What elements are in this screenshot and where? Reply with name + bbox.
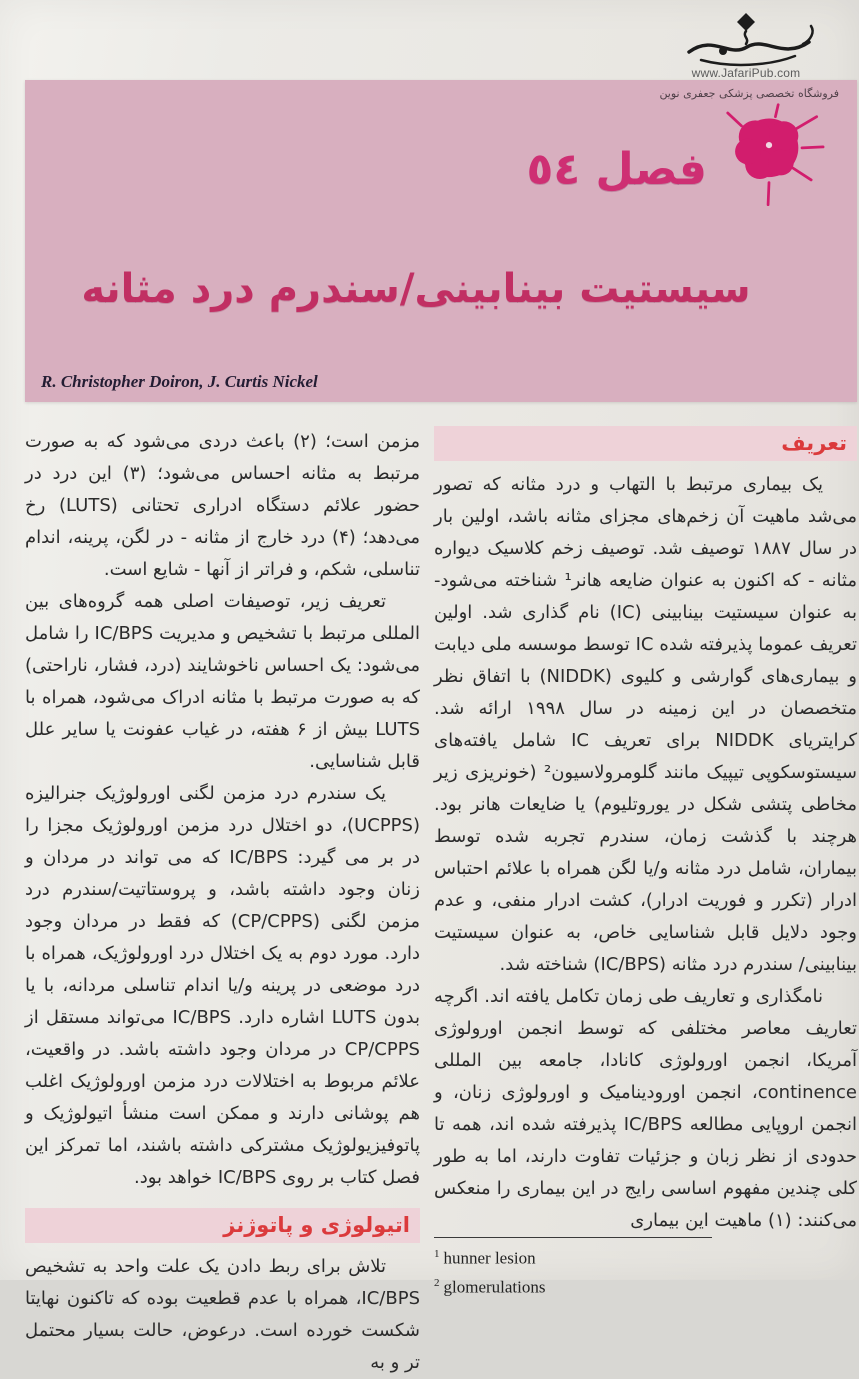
splatter-highlight-dot: [766, 142, 772, 148]
footnote: [434, 1242, 712, 1271]
paragraph: مزمن است؛ (۲) باعث دردی می‌شود که به صورت مرتبط به مثانه احساس می‌شود؛ (۳) این درد در حضور علائم دستگاه ادراری تحتانی (LUTS) رخ می‌دهد؛ (۴) درد خارج از مثانه - در لگن، پرینه، اندام تناسلی، شکم، و فراتر از آنها - شایع است.: [25, 431, 420, 580]
paragraph: یک سندرم درد مزمن لگنی اورولوژیک جنرالیزه (UCPPS)، دو اختلال درد مزمن اورولوژیک مجزا را در بر می گیرد: IC/BPS که می تواند در مردان و زنان وجود داشته باشد، و پروستاتیت/سندرم درد مزمن لگنی (CP/CPPS) که فقط در مردان وجود دارد. مورد دوم به یک اختلال درد اورولوژیک، همراه با درد موضعی در پرینه و/یا اندام تناسلی مردانه، با یا بدون LUTS اشاره دارد. IC/BPS می‌تواند مستقل از CP/CPPS در مردان وجود داشته باشد. در واقعیت، علائم مربوط به اختلالات درد مزمن اورولوژیک اغلب هم پوشانی دارند و ممکن است منشأ اتیولوژیک و پاتوفیزیولوژیک مشترکی داشته باشند، اما تمرکز این فصل کتاب بر روی IC/BPS خواهد بود.: [25, 783, 421, 1188]
footnote-marker: 2: [434, 1276, 440, 1289]
column-right: [434, 426, 858, 1297]
ink-splatter-icon: [713, 102, 825, 212]
footnote: [434, 1271, 712, 1300]
paragraph: تلاش برای ربط دادن یک علت واحد به تشخیص IC/BPS، همراه با عدم قطعیت بوده که تاکنون نهایتا شکست خورده است. درعوض، حالت بسیار محتمل تر و به: [25, 1256, 420, 1373]
publisher-logo-block: [661, 10, 831, 80]
paragraph: نامگذاری و تعاریف طی زمان تکامل یافته اند. اگرچه تعاریف معاصر مختلفی که توسط انجمن اورولوژی آمریکا، انجمن اورولوژی کانادا، جامعه بین المللی continence، انجمن اورودینامیک و اورولوژی زنان، و انجمن اروپایی مطالعه IC/BPS پذیرفته شده اند، همه تا حدودی از نظر زبان و جزئیات تفاوت دارند، اما به طور کلی چندین مفهوم اساسی رایج در این بیماری را منعکس می‌کنند: (۱) ماهیت این بیماری: [434, 986, 857, 1231]
chapter-number-label: فصل ٥٤: [526, 144, 707, 195]
body-columns: [25, 426, 858, 1373]
section-heading-etiology: اتیولوژی و پاتوژنز: [25, 1208, 420, 1243]
chapter-banner: [25, 80, 857, 402]
section-heading-definition: تعریف: [434, 426, 857, 461]
paragraph: تعریف زیر، توصیفات اصلی همه گروه‌های بین المللی مرتبط با تشخیص و مدیریت IC/BPS را شامل می‌شود: یک احساس ناخوشایند (درد، فشار، ناراحتی) که به صورت مرتبط با مثانه ادراک می‌شود، همراه با LUTS بیش از ۶ هفته، در غیاب عفونت یا سایر علل قابل شناسایی.: [25, 591, 421, 772]
jafari-calligraphy-logo: [671, 10, 821, 68]
footnote-text: glomerulations: [443, 1277, 546, 1297]
publisher-store-name: فروشگاه تخصصی پزشکی جعفری نوین: [659, 87, 839, 100]
column-left: [25, 426, 421, 1373]
chapter-authors: R. Christopher Doiron, J. Curtis Nickel: [41, 372, 318, 391]
publisher-url: www.JafariPub.com: [691, 66, 801, 80]
footnote-marker: 1: [434, 1248, 440, 1260]
paragraph: یک بیماری مرتبط با التهاب و درد مثانه که تصور می‌شد ماهیت آن زخم‌های مجزای مثانه باشد، اولین بار در سال ۱۸۸۷ توصیف شد. توصیف زخم کلاسیک دیواره مثانه - که اکنون به عنوان ضایعه هانر¹ شناخته می‌شود- به عنوان سیستیت بینابینی (IC) نام گذاری شد. اولین تعریف عموما پذیرفته شده IC توسط موسسه ملی دیابت و بیماری‌های گوارشی و کلیوی (NIDDK) با اتفاق نظر متخصصان در این زمینه در سال ۱۹۹۸ ارائه شد. کرایتریای NIDDK برای تعریف IC شامل یافته‌های سیستوسکوپی تیپیک مانند گلومرولاسیون² (خونریزی زیر مخاطی پتشی شکل در یوروتلیوم) یا ضایعات هانر بود. هرچند با گذشت زمان، سندرم تجربه شده توسط بیماران، شامل درد مثانه و/یا لگن همراه با علائم احتباس ادرار (تکرر و فوریت ادرار)، کشت ادرار منفی، و عدم وجود دلایل قابل شناسایی خاص، به عنوان سیستیت بینابینی/ سندرم درد مثانه (IC/BPS) شناخته شد.: [434, 474, 858, 975]
footnotes-block: [434, 1237, 712, 1299]
chapter-title: سیستیت بینابینی/سندرم درد مثانه: [81, 266, 751, 312]
footnote-text: hunner lesion: [443, 1248, 536, 1268]
